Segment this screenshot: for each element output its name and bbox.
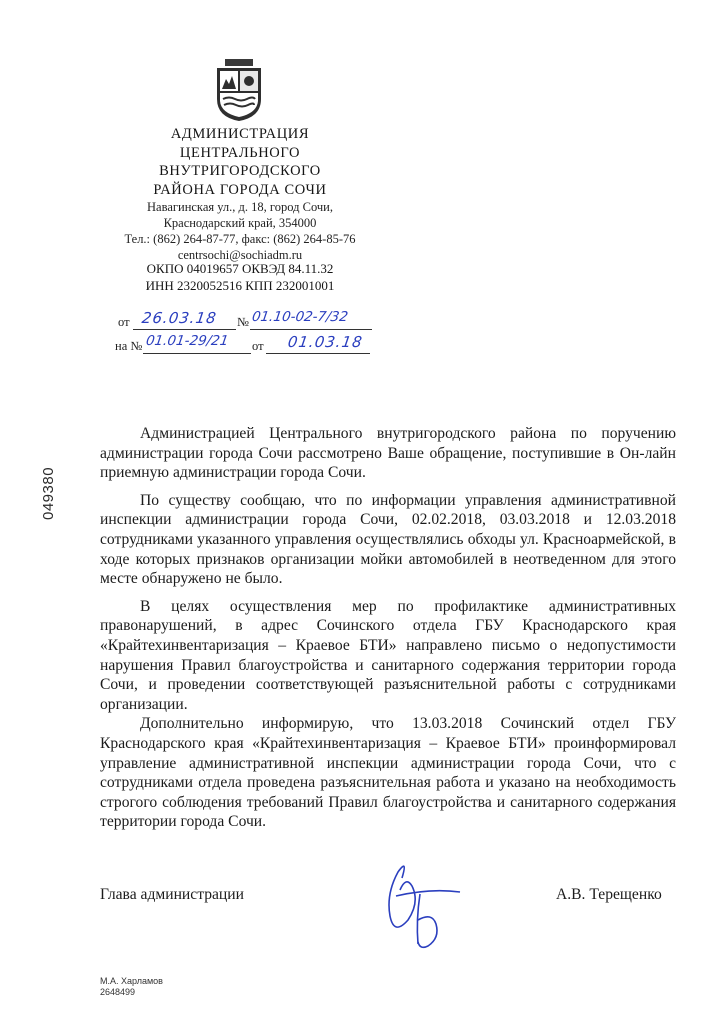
ref-number-label: на № <box>115 339 143 353</box>
phone-fax-line: Тел.: (862) 264-87-77, факс: (862) 264-85-76 <box>124 232 356 246</box>
okpo-okved-line: ОКПО 04019657 ОКВЭД 84.11.32 <box>146 261 334 276</box>
ref-date-line <box>266 353 370 354</box>
handwritten-number: 01.10-02-7/32 <box>250 309 350 325</box>
organization-name <box>100 125 380 199</box>
body-paragraph: По существу сообщаю, что по информации управления административной инспекции администрации города Сочи, 02.02.2018, 03.03.2018 и 12.03.2018 сотрудниками указанного управления осуществлялись обходы ул. Красноармейской, в ходе которых признаков организации мойки автомобилей в неотведенном для этого месте обнаружено не было. <box>100 491 676 588</box>
executor-phone: 2648499 <box>100 987 136 997</box>
address-line: Навагинская ул., д. 18, город Сочи, <box>147 200 333 214</box>
letter-body <box>100 424 676 840</box>
executor-info <box>100 976 163 998</box>
handwritten-signature <box>360 850 470 960</box>
organization-address <box>100 199 380 263</box>
ref-from-label: от <box>252 339 264 353</box>
org-line: ЦЕНТРАЛЬНОГО <box>179 144 301 161</box>
handwritten-ref-number: 01.01-29/21 <box>144 333 230 349</box>
date-line <box>133 329 236 330</box>
body-paragraph: Администрацией Центрального внутригородского района по поручению администрации города Сочи рассмотрено Ваше обращение, поступившие в Он-лайн приемную администрации города Сочи. <box>100 425 676 482</box>
from-label: от <box>118 315 130 329</box>
signatory-name: А.В. Терещенко <box>556 886 662 903</box>
body-paragraph: В целях осуществления мер по профилактике административных правонарушений, в адрес Сочинского отдела ГБУ Краснодарского края «Крайтехинвентаризация – Краевое БТИ» направлено письмо о недопустимости нарушения Правил благоустройства и санитарного содержания территории города Сочи, и проведении соответствующей разъяснительной работы с сотрудниками организации. <box>100 597 676 713</box>
number-label: № <box>237 315 249 329</box>
signatory-title: Глава администрации <box>100 886 244 903</box>
org-line: АДМИНИСТРАЦИЯ <box>170 126 310 142</box>
org-line: ВНУТРИГОРОДСКОГО <box>159 163 321 179</box>
email-line: centrsochi@sochiadm.ru <box>177 248 303 262</box>
org-line: РАЙОНА ГОРОДА СОЧИ <box>153 181 327 198</box>
ref-number-line <box>143 353 251 354</box>
inn-kpp-line: ИНН 2320052516 КПП 232001001 <box>145 277 335 293</box>
organization-codes <box>100 261 380 294</box>
executor-name: М.А. Харламов <box>100 976 163 986</box>
handwritten-ref-date: 01.03.18 <box>286 333 365 351</box>
coat-of-arms-emblem <box>215 59 263 121</box>
body-paragraph: Дополнительно информирую, что 13.03.2018 Сочинский отдел ГБУ Краснодарского края «Крайтехинвентаризация – Краевое БТИ» проинформировал управление административной инспекции администрации города Сочи, что с сотрудниками отдела проведена разъяснительная работа и указано на необходимость строгого соблюдения требований Правил благоустройства и санитарного содержания территории города Сочи. <box>100 715 676 831</box>
number-line <box>250 329 372 330</box>
incoming-stamp-number: 049380 <box>40 466 57 520</box>
handwritten-date: 26.03.18 <box>140 309 219 327</box>
address-line: Краснодарский край, 354000 <box>163 216 317 230</box>
